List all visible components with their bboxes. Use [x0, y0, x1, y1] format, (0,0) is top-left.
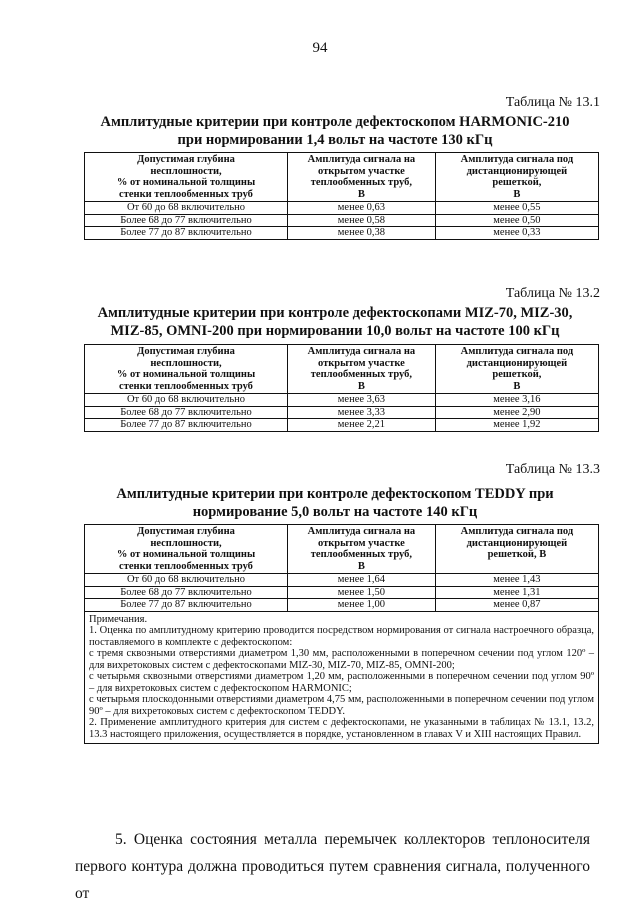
table-13-2-number: Таблица № 13.2 — [505, 286, 600, 301]
cell-depth: Более 68 до 77 включительно — [85, 214, 288, 227]
cell-depth: Более 77 до 87 включительно — [85, 419, 288, 432]
header-line: Допустимая глубина — [137, 526, 235, 537]
table-row — [85, 202, 599, 215]
header-line: Амплитуда сигнала под — [460, 154, 574, 165]
cell-open: менее 0,38 — [288, 227, 436, 240]
header-line: открытом участке — [317, 357, 405, 369]
header-line: теплообменных труб, — [310, 177, 413, 188]
table-row — [85, 574, 599, 587]
header-open-section — [288, 345, 436, 394]
header-line: Амплитуда сигнала на — [307, 346, 416, 357]
header-line: Допустимая глубина — [137, 154, 235, 165]
table-13-1-title — [70, 113, 600, 149]
header-line: открытом участке — [317, 165, 405, 177]
note-paragraph: с тремя сквозными отверстиями диаметром 1,30 мм, расположенными в поперечном сечении под углом 120º – для вихретоковых систем с дефектоскопами MIZ-30, MIZ-70, MIZ-85, OMNI-200; — [89, 648, 594, 671]
header-open-section — [288, 153, 436, 202]
table-13-2-title — [70, 304, 600, 340]
cell-depth: Более 77 до 87 включительно — [85, 227, 288, 240]
header-line: В — [513, 188, 521, 200]
cell-grid: менее 0,33 — [435, 227, 598, 240]
header-depth — [85, 525, 288, 574]
cell-grid: менее 1,43 — [435, 574, 598, 587]
table-row — [85, 394, 599, 407]
cell-grid: менее 2,90 — [435, 406, 598, 419]
header-line: % от номинальной толщины — [116, 177, 256, 188]
header-line: дистанционирующей — [466, 357, 568, 369]
header-line: В — [513, 380, 521, 392]
cell-depth: Более 77 до 87 включительно — [85, 599, 288, 612]
table-title-line: при нормировании 1,4 вольт на частоте 130 кГц — [177, 132, 493, 148]
header-depth — [85, 153, 288, 202]
header-line: В — [357, 188, 365, 200]
table-row — [85, 227, 599, 240]
cell-depth: Более 68 до 77 включительно — [85, 406, 288, 419]
header-line: % от номинальной толщины — [116, 549, 256, 560]
cell-open: менее 1,50 — [288, 586, 436, 599]
body-paragraph-5 — [75, 826, 590, 907]
header-line: Амплитуда сигнала на — [307, 526, 416, 537]
table-row — [85, 406, 599, 419]
table-row — [85, 419, 599, 432]
header-line: дистанционирующей — [466, 165, 568, 177]
header-line: решеткой, — [492, 177, 542, 188]
cell-grid: менее 0,55 — [435, 202, 598, 215]
table-13-3-title — [70, 485, 600, 521]
table-13-2 — [84, 344, 599, 432]
cell-grid: менее 0,50 — [435, 214, 598, 227]
table-title-line: нормирование 5,0 вольт на частоте 140 кГц — [192, 504, 478, 520]
cell-open: менее 2,21 — [288, 419, 436, 432]
header-depth — [85, 345, 288, 394]
note-paragraph: 1. Оценка по амплитудному критерию проводится посредством нормирования от сигнала настроечного образца, поставляемого в комплекте с дефектоскопом: — [89, 625, 594, 648]
table-header-row — [85, 153, 599, 202]
cell-depth: От 60 до 68 включительно — [85, 202, 288, 215]
note-paragraph: 2. Применение амплитудного критерия для систем с дефектоскопами, не указанными в таблицах № 13.1, 13.2, 13.3 настоящего приложения, осуществляется в порядке, установленном в главах V и XIII настоящих Правил. — [89, 717, 594, 740]
cell-open: менее 0,58 — [288, 214, 436, 227]
header-open-section — [288, 525, 436, 574]
cell-depth: От 60 до 68 включительно — [85, 394, 288, 407]
note-paragraph: с четырьмя плоскодонными отверстиями диаметром 4,75 мм, расположенными в поперечном сечении под углом 90º – для вихретоковых систем с дефектоскопом TEDDY. — [89, 694, 594, 717]
header-line: теплообменных труб, — [310, 549, 413, 560]
cell-grid: менее 3,16 — [435, 394, 598, 407]
table-row — [85, 586, 599, 599]
cell-open: менее 3,63 — [288, 394, 436, 407]
table-header-row — [85, 525, 599, 574]
cell-open: менее 1,64 — [288, 574, 436, 587]
header-line: несплошности, — [150, 165, 222, 177]
cell-open: менее 1,00 — [288, 599, 436, 612]
header-under-grid — [435, 345, 598, 394]
header-line: стенки теплообменных труб — [119, 560, 253, 572]
header-line: Допустимая глубина — [137, 346, 235, 357]
header-line: открытом участке — [317, 537, 405, 549]
cell-grid: менее 0,87 — [435, 599, 598, 612]
header-line: несплошности, — [150, 357, 222, 369]
header-under-grid — [435, 525, 598, 574]
table-13-3 — [84, 524, 599, 744]
header-line: Амплитуда сигнала на — [307, 154, 416, 165]
header-line: Амплитуда сигнала под — [460, 526, 574, 537]
header-line: несплошности, — [150, 537, 222, 549]
paragraph-text: 5. Оценка состояния металла перемычек коллекторов теплоносителя первого контура должна проводиться путем сравнения сигнала, полученного от — [75, 831, 590, 902]
header-line: решеткой, В — [487, 549, 547, 560]
table-title-line: MIZ-85, OMNI-200 при нормировании 10,0 вольт на частоте 100 кГц — [110, 323, 560, 339]
header-under-grid — [435, 153, 598, 202]
header-line: стенки теплообменных труб — [119, 380, 253, 392]
cell-depth: От 60 до 68 включительно — [85, 574, 288, 587]
table-row — [85, 599, 599, 612]
notes-row — [85, 611, 599, 744]
header-line: дистанционирующей — [466, 537, 568, 549]
table-title-line: Амплитудные критерии при контроле дефектоскопом HARMONIC-210 — [100, 114, 570, 130]
note-heading: Примечания. — [89, 613, 148, 625]
notes-cell — [85, 611, 599, 744]
cell-depth: Более 68 до 77 включительно — [85, 586, 288, 599]
table-title-line: Амплитудные критерии при контроле дефектоскопом TEDDY при — [116, 486, 554, 502]
header-line: решеткой, — [492, 369, 542, 380]
header-line: В — [357, 560, 365, 572]
table-header-row — [85, 345, 599, 394]
page-number: 94 — [312, 40, 328, 56]
header-line: В — [357, 380, 365, 392]
header-line: теплообменных труб, — [310, 369, 413, 380]
table-row — [85, 214, 599, 227]
header-line: Амплитуда сигнала под — [460, 346, 574, 357]
cell-grid: менее 1,31 — [435, 586, 598, 599]
header-line: % от номинальной толщины — [116, 369, 256, 380]
cell-open: менее 3,33 — [288, 406, 436, 419]
note-paragraph: с четырьмя сквозными отверстиями диаметром 1,20 мм, расположенными в поперечном сечении под углом 90º – для вихретоковых систем с дефектоскопом HARMONIC; — [89, 671, 594, 694]
table-13-1-number: Таблица № 13.1 — [505, 95, 600, 110]
table-13-1 — [84, 152, 599, 240]
table-13-3-number: Таблица № 13.3 — [505, 462, 600, 477]
cell-grid: менее 1,92 — [435, 419, 598, 432]
table-title-line: Амплитудные критерии при контроле дефектоскопами MIZ-70, MIZ-30, — [97, 305, 573, 321]
header-line: стенки теплообменных труб — [119, 188, 253, 200]
cell-open: менее 0,63 — [288, 202, 436, 215]
